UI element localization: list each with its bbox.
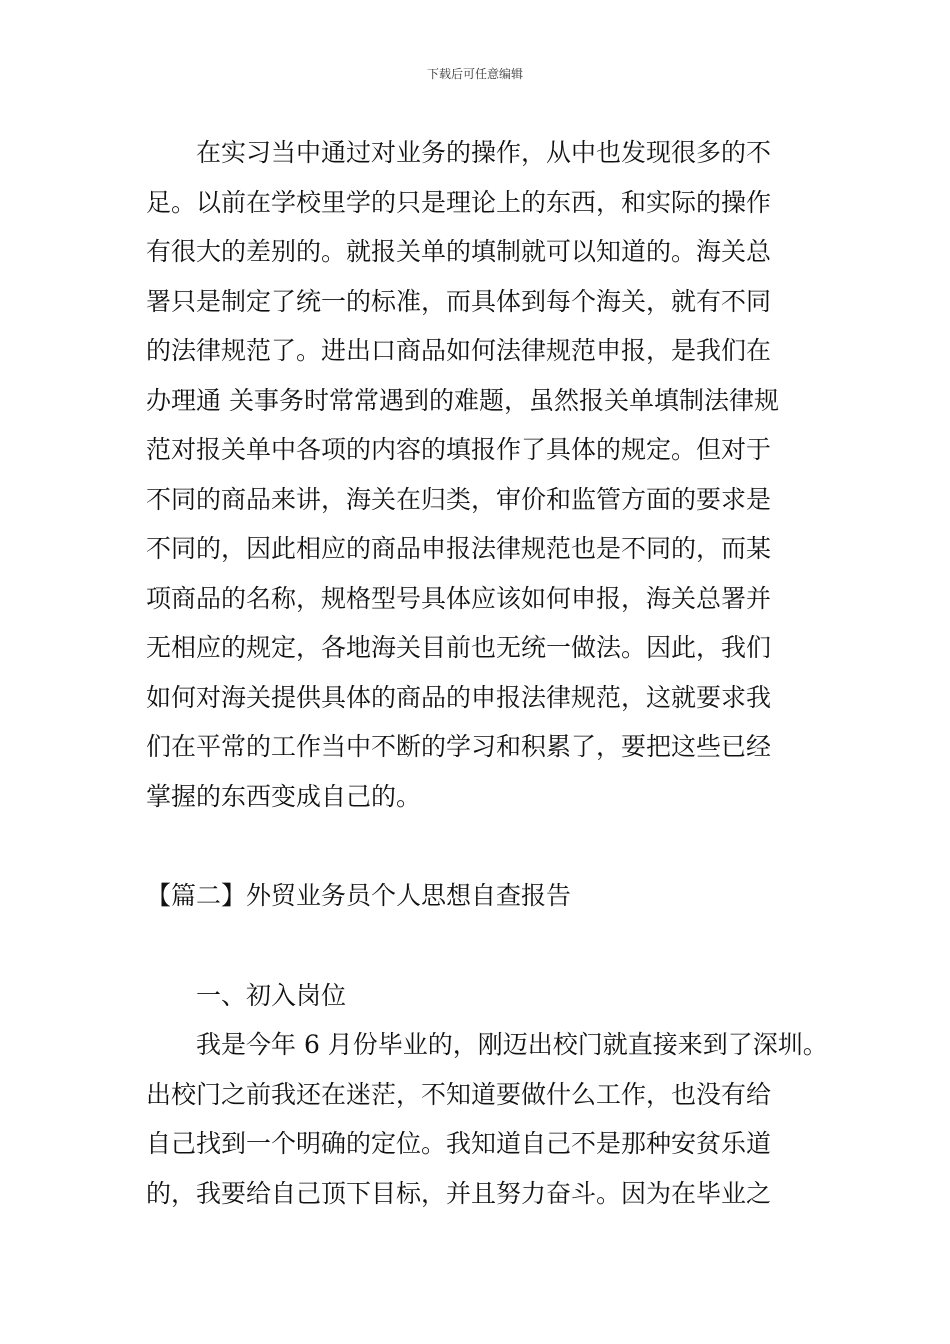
text-line: 足。以前在学校里学的只是理论上的东西，和实际的操作 xyxy=(146,187,772,217)
paragraph-internship-reflection xyxy=(146,128,811,821)
text-line: 掌握的东西变成自己的。 xyxy=(146,781,422,811)
text-line: 署只是制定了统一的标准，而具体到每个海关，就有不同 xyxy=(146,286,772,316)
text-line: 的，我要给自己顶下目标，并且努力奋斗。因为在毕业之 xyxy=(146,1178,772,1208)
text-line: 出校门之前我还在迷茫，不知道要做什么工作，也没有给 xyxy=(146,1079,772,1109)
document-body xyxy=(146,128,828,1218)
text-line: 有很大的差别的。就报关单的填制就可以知道的。海关总 xyxy=(146,237,772,266)
text-line: 自己找到一个明确的定位。我知道自己不是那种安贫乐道 xyxy=(146,1129,772,1158)
text-line: 范对报关单中各项的内容的填报作了具体的规定。但对于 xyxy=(146,435,772,464)
text-line: 不同的商品来讲，海关在归类，审价和监管方面的要求是 xyxy=(146,484,772,514)
section-title: 【篇二】外贸业务员个人思想自查报告 xyxy=(146,881,572,910)
paragraph-first-job xyxy=(146,1020,828,1218)
page-header-note: 下载后可任意编辑 xyxy=(426,67,523,81)
text-line: 我是今年 6 月份毕业的，刚迈出校门就直接来到了深圳。 xyxy=(196,1030,828,1059)
text-line: 如何对海关提供具体的商品的申报法律规范，这就要求我 xyxy=(146,682,772,712)
text-line: 办理通 关事务时常常遇到的难题，虽然报关单填制法律规 xyxy=(146,385,779,415)
text-line: 项商品的名称，规格型号具体应该如何申报，海关总署并 xyxy=(146,583,772,613)
text-line: 们在平常的工作当中不断的学习和积累了，要把这些已经 xyxy=(146,732,772,761)
text-line: 的法律规范了。进出口商品如何法律规范申报，是我们在 xyxy=(146,336,772,365)
text-line: 不同的，因此相应的商品申报法律规范也是不同的，而某 xyxy=(146,534,772,563)
sub-heading: 一、初入岗位 xyxy=(196,980,347,1010)
text-line: 无相应的规定，各地海关目前也无统一做法。因此，我们 xyxy=(146,633,772,662)
text-line: 在实习当中通过对业务的操作，从中也发现很多的不 xyxy=(196,138,772,167)
